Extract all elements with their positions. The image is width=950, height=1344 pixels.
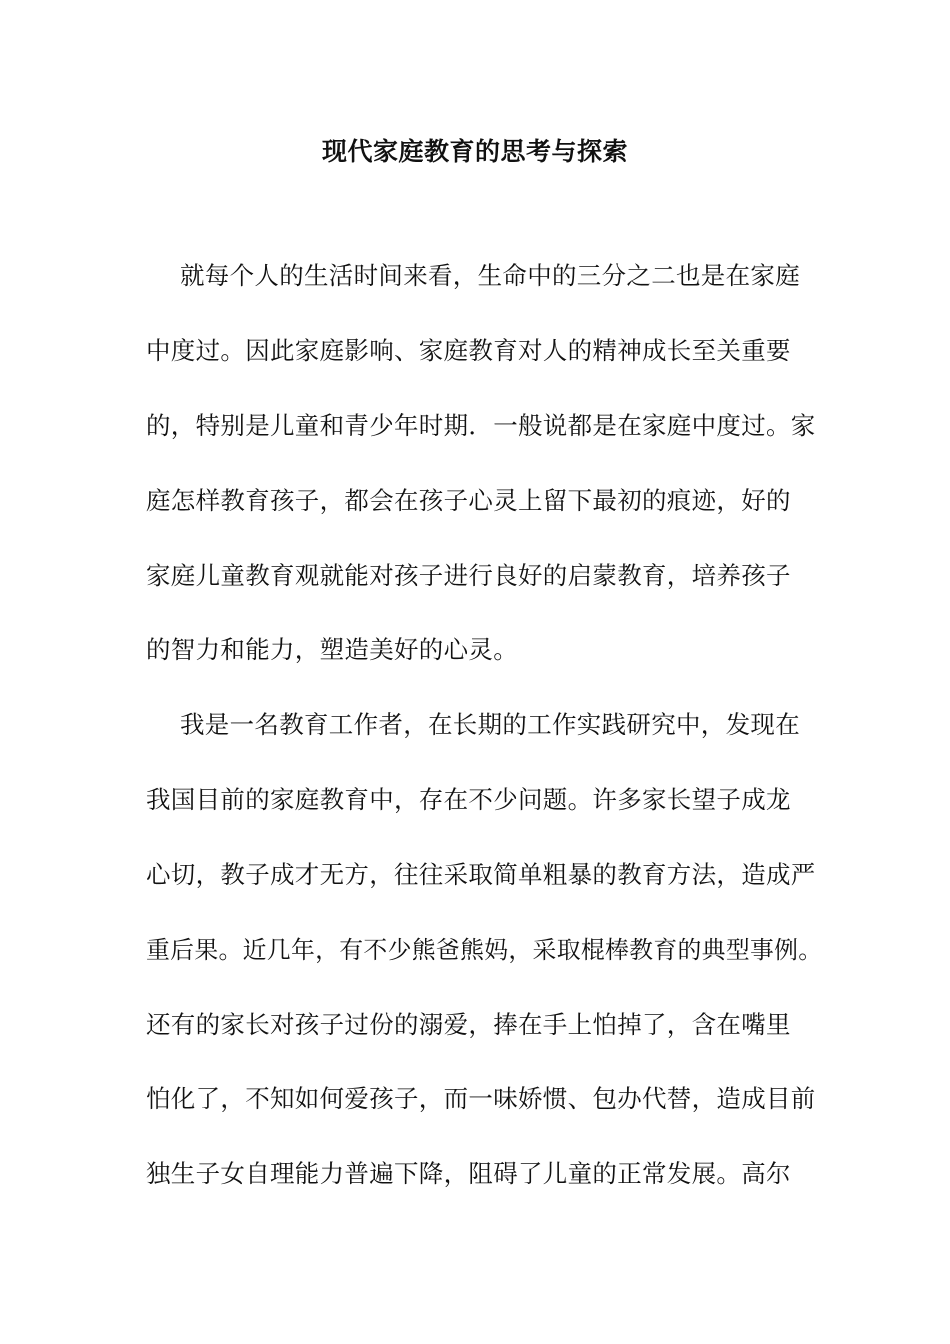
paragraph-line: 庭怎样教育孩子，都会在孩子心灵上留下最初的痕迹，好的	[146, 486, 791, 515]
paragraph-line: 我国目前的家庭教育中，存在不少问题。许多家长望子成龙	[146, 785, 791, 814]
paragraph-line: 就每个人的生活时间来看，生命中的三分之二也是在家庭	[180, 261, 800, 290]
paragraph-line: 心切，教子成才无方，往往采取简单粗暴的教育方法，造成严	[146, 860, 816, 889]
paragraph-line: 怕化了，不知如何爱孩子，而一味娇惯、包办代替，造成目前	[146, 1084, 816, 1113]
paragraph-line: 的智力和能力，塑造美好的心灵。	[146, 635, 518, 664]
paragraph-line: 的，特别是儿童和青少年时期．一般说都是在家庭中度过。家	[146, 411, 816, 440]
paragraph-line: 重后果。近几年，有不少熊爸熊妈，采取棍棒教育的典型事例。	[146, 936, 823, 964]
paragraph-line: 家庭儿童教育观就能对孩子进行良好的启蒙教育，培养孩子	[146, 561, 791, 590]
paragraph-line: 我是一名教育工作者，在长期的工作实践研究中，发现在	[180, 710, 800, 739]
document-title: 现代家庭教育的思考与探索	[321, 137, 628, 166]
paragraph-line: 独生子女自理能力普遍下降，阻碍了儿童的正常发展。高尔	[146, 1159, 791, 1188]
paragraph-line: 中度过。因此家庭影响、家庭教育对人的精神成长至关重要	[146, 336, 791, 365]
paragraph-line: 还有的家长对孩子过份的溺爱，捧在手上怕掉了，含在嘴里	[146, 1010, 791, 1039]
